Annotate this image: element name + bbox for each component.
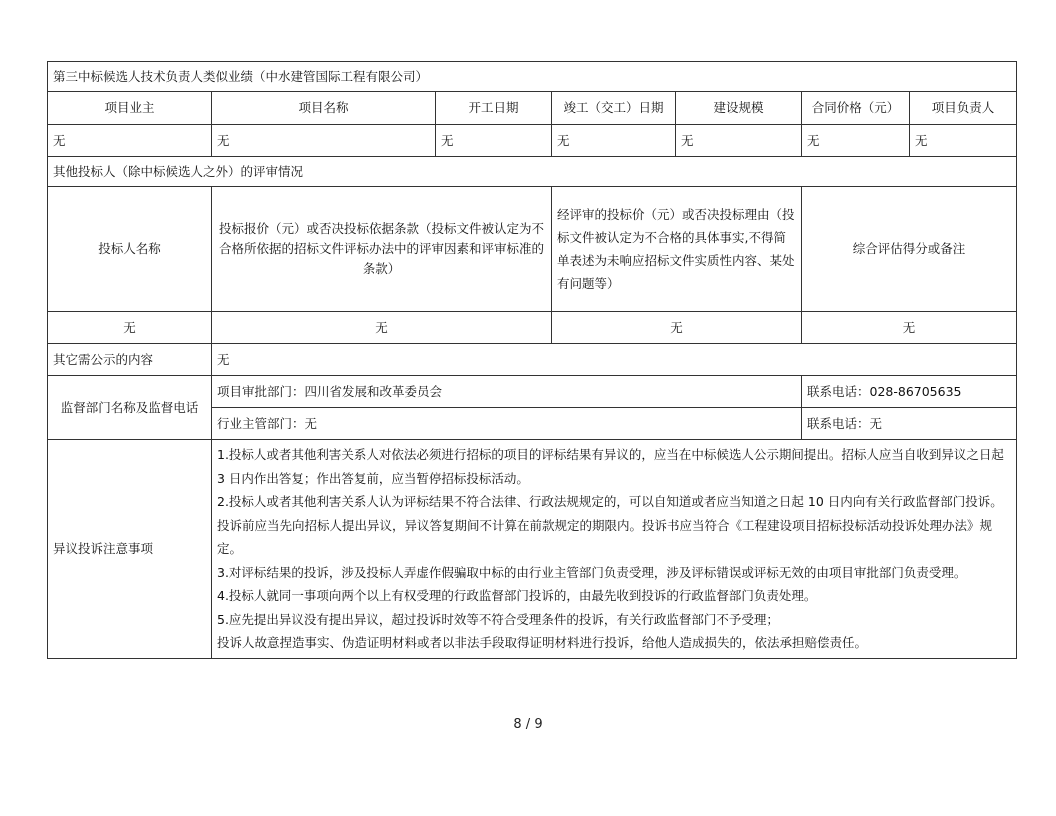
complaint-item: 2.投标人或者其他利害关系人认为评标结果不符合法律、行政法规规定的，可以自知道或者应当知道之日起 10 日内向有关行政监督部门投诉。投诉前应当先向招标人提出异议，异议答复期间不计算在前款规定的期限内。投诉书应当符合《工程建设项目招标投标活动投诉处理办法》规定。 [217, 494, 1003, 556]
industry-phone: 联系电话：无 [802, 408, 1017, 440]
other-public-row [48, 344, 1017, 376]
complaint-item: 1.投标人或者其他利害关系人对依法必须进行招标的项目的评标结果有异议的，应当在中标候选人公示期间提出。招标人应当自收到异议之日起 3 日内作出答复；作出答复前，应当暂停招标投标活动。 [217, 447, 1004, 486]
approval-phone: 联系电话：028-86705635 [802, 376, 1017, 408]
column-header: 开工日期 [436, 92, 552, 125]
column-header: 投标报价（元）或否决投标依据条款（投标文件被认定为不合格所依据的招标文件评标办法中的评审因素和评审标准的条款） [212, 187, 552, 312]
complaint-row [48, 440, 1017, 659]
complaint-item: 投诉人故意捏造事实、伪造证明材料或者以非法手段取得证明材料进行投诉，给他人造成损失的，依法承担赔偿责任。 [217, 635, 868, 650]
supervision-row [48, 376, 1017, 408]
table-cell: 无 [676, 125, 802, 157]
complaint-item: 3.对评标结果的投诉，涉及投标人弄虚作假骗取中标的由行业主管部门负责受理，涉及评标错误或评标无效的由项目审批部门负责受理。 [217, 564, 967, 580]
table-cell: 无 [552, 125, 676, 157]
column-header: 建设规模 [676, 92, 802, 125]
others-title-row [48, 157, 1017, 187]
supervision-label: 监督部门名称及监督电话 [48, 376, 212, 440]
section3-title: 第三中标候选人技术负责人类似业绩（中水建管国际工程有限公司） [48, 62, 1017, 92]
table-cell: 无 [48, 312, 212, 344]
column-header: 竣工（交工）日期 [552, 92, 676, 125]
results-table [47, 61, 1017, 659]
section3-header-row [48, 92, 1017, 125]
complaint-item: 4.投标人就同一事项向两个以上有权受理的行政监督部门投诉的，由最先收到投诉的行政监督部门负责处理。 [217, 588, 817, 603]
table-cell: 无 [802, 312, 1017, 344]
complaint-label: 异议投诉注意事项 [48, 440, 212, 659]
table-cell: 无 [910, 125, 1017, 157]
column-header: 综合评估得分或备注 [802, 187, 1017, 312]
industry-dept: 行业主管部门：无 [212, 408, 802, 440]
table-cell: 无 [436, 125, 552, 157]
complaint-item: 5.应先提出异议没有提出异议，超过投诉时效等不符合受理条件的投诉，有关行政监督部门不予受理； [217, 611, 779, 627]
section3-title-row [48, 62, 1017, 92]
others-title: 其他投标人（除中标候选人之外）的评审情况 [48, 157, 1017, 187]
others-header-row [48, 187, 1017, 312]
other-public-label: 其它需公示的内容 [48, 344, 212, 376]
approval-dept: 项目审批部门：四川省发展和改革委员会 [212, 376, 802, 408]
page-number: 8 / 9 [513, 717, 543, 732]
column-header: 投标人名称 [48, 187, 212, 312]
column-header: 项目名称 [212, 92, 436, 125]
complaint-notes [212, 440, 1017, 659]
section3-data-row [48, 125, 1017, 157]
column-header: 合同价格（元） [802, 92, 910, 125]
table-cell: 无 [802, 125, 910, 157]
column-header: 经评审的投标价（元）或否决投标理由（投标文件被认定为不合格的具体事实,不得简单表述为未响应招标文件实质性内容、某处有问题等） [552, 187, 802, 312]
table-cell: 无 [212, 125, 436, 157]
table-cell: 无 [48, 125, 212, 157]
other-public-value: 无 [212, 344, 1017, 376]
column-header: 项目负责人 [910, 92, 1017, 125]
table-cell: 无 [212, 312, 552, 344]
others-data-row [48, 312, 1017, 344]
table-cell: 无 [552, 312, 802, 344]
column-header: 项目业主 [48, 92, 212, 125]
